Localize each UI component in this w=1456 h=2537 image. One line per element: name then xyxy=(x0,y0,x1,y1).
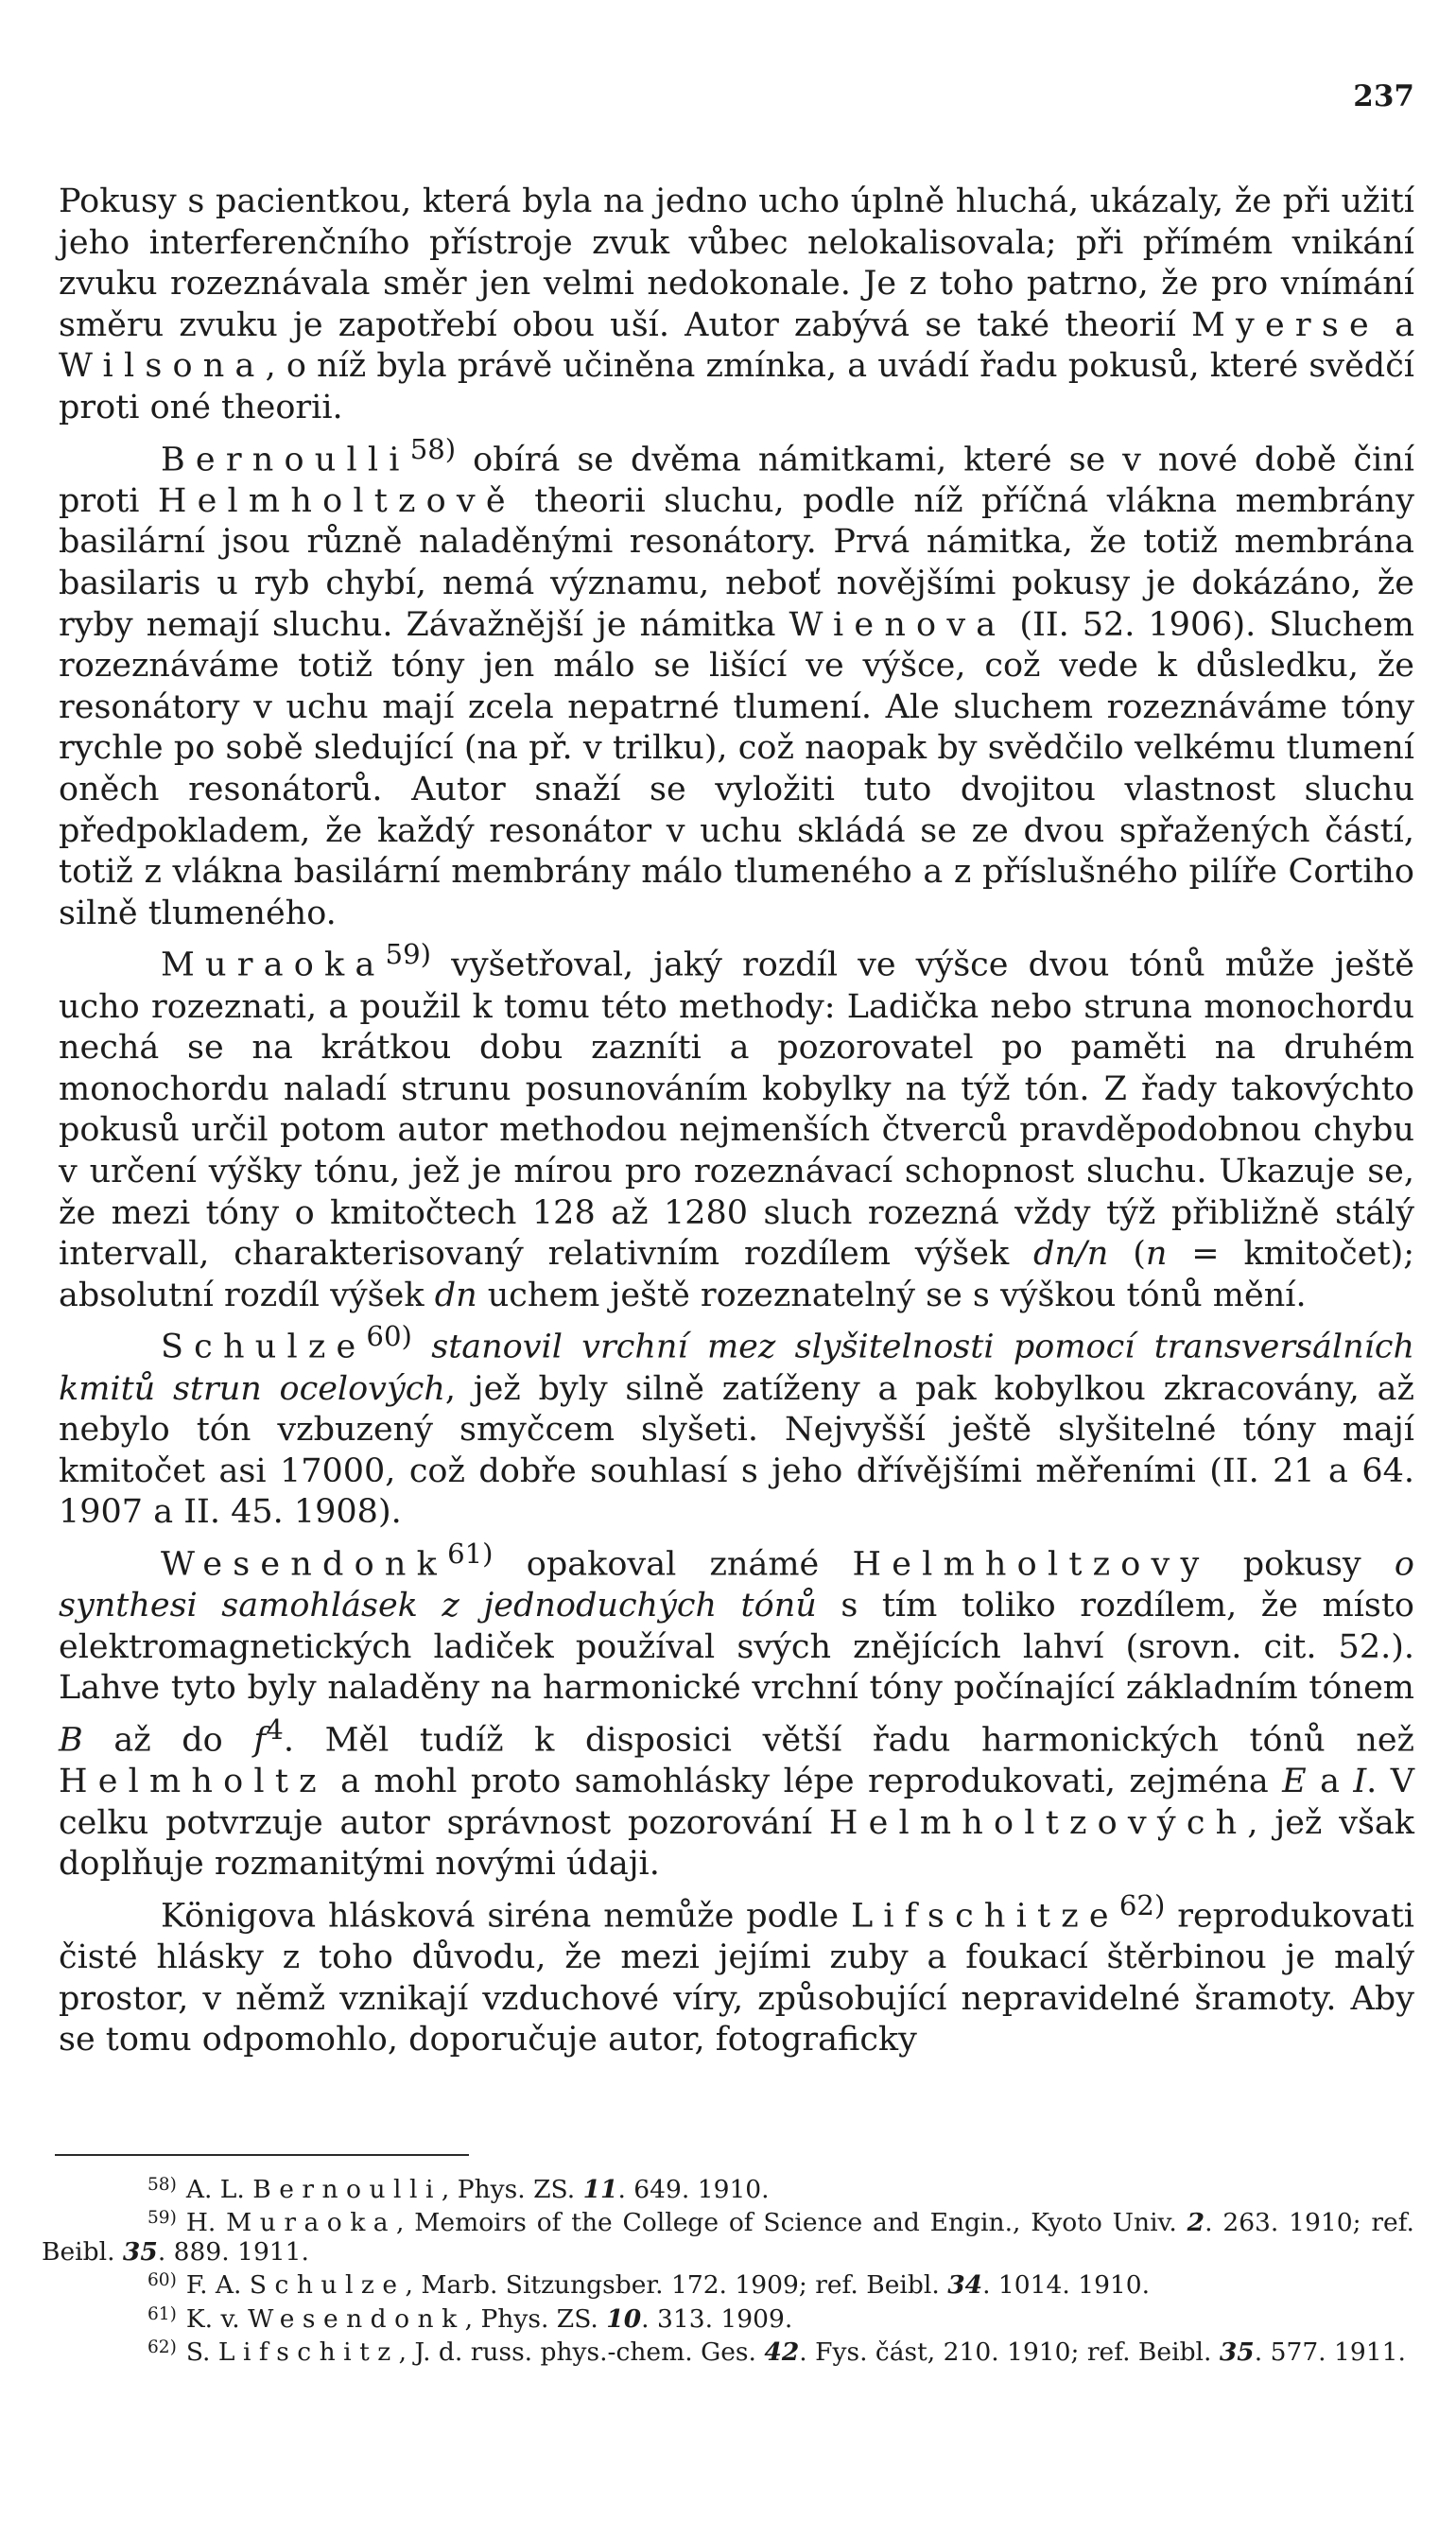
volume: 2 xyxy=(1187,2208,1205,2238)
text: vyšetřoval, jaký rozdíl ve výšce dvou tónů může ještě ucho rozeznati, a použil k tomu této methody: Ladička nebo struna monochordu nechá se na krátkou dobu zazníti a pozorovatel po paměti na druhém monochordu naladí strunu posunováním kobylky na týž tón. Z řady takovýchto pokusů určil potom autor methodou nejmenších čtverců pravděpodobnou chybu v určení výšky tónu, jež je mírou pro rozeznávací schopnost sluchu. Ukazuje se, že mezi tóny o kmitočtech 128 až 1280 sluch rozezná vždy týž přibližně stálý intervall, charakterisovaný relativním rozdílem výšek xyxy=(59,947,1414,1274)
text: uchem ještě rozeznatelný se s výškou tónů mění. xyxy=(477,1276,1307,1314)
text: . 889. 1911. xyxy=(157,2236,309,2267)
author-name: Helmholtz xyxy=(59,1763,327,1801)
text: . 649. 1910. xyxy=(617,2174,770,2204)
author-name: Lifschitz xyxy=(217,2337,399,2367)
volume: 35 xyxy=(1219,2337,1255,2367)
italic-text: o synthesi samohlásek z jednoduchých tónů xyxy=(59,1545,1414,1625)
page-number: 237 xyxy=(1353,79,1414,113)
text: F. A. xyxy=(185,2270,250,2301)
text: . V celku potvrzuje autor správnost pozorování xyxy=(59,1763,1414,1842)
volume: 42 xyxy=(764,2337,800,2367)
author-name: Myerse xyxy=(1191,305,1379,344)
text: reprodukovati čisté hlásky z toho důvodu, že mezi jejími zuby a foukací štěrbinou je malý prostor, v němž vznikají vzduchové víry, způsobující nepravidelné šramoty. Aby se tomu odpomohlo, doporučuje autor, fotograficky xyxy=(59,1897,1414,2059)
text: . 1014. 1910. xyxy=(982,2270,1151,2301)
text: a xyxy=(1306,1763,1354,1801)
text: S. xyxy=(185,2337,218,2367)
volume: 11 xyxy=(582,2174,618,2204)
footnote xyxy=(42,2171,1414,2204)
main-text xyxy=(59,182,1414,2061)
text: , o níž byla právě učiněna zmínka, a uvádí řadu pokusů, které svědčí proti oné theorii. xyxy=(59,347,1414,426)
text: až do xyxy=(82,1721,254,1760)
text: , jež však doplňuje rozmanitými novými údaji. xyxy=(59,1803,1414,1884)
formula: n xyxy=(1145,1235,1168,1274)
volume: 35 xyxy=(122,2236,158,2267)
footnote-number: 58) xyxy=(147,2175,177,2195)
text: , Memoirs of the College of Science and Engin., Kyoto Univ. xyxy=(396,2208,1187,2238)
paragraph-2 xyxy=(59,429,1414,935)
text: (II. 52. 1906). Sluchem rozeznáváme totiž tóny jen málo se lišící ve výšce, což vede k důsledku, že resonátory v uchu mají zcela nepatrné tlumení. Ale sluchem rozeznáváme tóny rychle po sobě sledující (na př. v trilku), což naopak by svědčilo velkému tlumení oněch resonátorů. Autor snaží se vyložiti tuto dvojitou vlastnost sluchu předpokladem, že každý resonátor v uchu skládá se ze dvou spřažených částí, totiž z vlákna basilární membrány málo tlumeného a z příslušného pilíře Cortiho silně tlumeného. xyxy=(59,605,1414,932)
text: , Phys. ZS. xyxy=(441,2174,583,2204)
paragraph-6 xyxy=(59,1885,1414,2061)
author-name: Schulze xyxy=(161,1329,367,1366)
formula: I xyxy=(1353,1763,1367,1801)
text: , Marb. Sitzungsber. 172. 1909; ref. Beibl. xyxy=(405,2270,948,2301)
footnote xyxy=(42,2204,1414,2267)
author-name: Wilsona xyxy=(59,347,266,386)
author-name: Wesendonk xyxy=(161,1545,448,1584)
text: . Fys. část, 210. 1910; ref. Beibl. xyxy=(799,2337,1220,2367)
text: , J. d. russ. phys.-chem. Ges. xyxy=(398,2337,765,2367)
volume: 34 xyxy=(947,2270,983,2301)
text xyxy=(412,1329,431,1366)
footnote-divider xyxy=(55,2154,469,2156)
text: H. xyxy=(185,2208,227,2238)
author-name: Wienova xyxy=(789,605,1007,644)
text: s tím toliko rozdílem, že místo elektromagnetických ladiček používal svých znějících lahví (srovn. cit. 52.). Lahve tyto byly naladěny na harmonické vrchní tóny počínající základním tónem xyxy=(59,1587,1414,1708)
footnote-ref: 58) xyxy=(409,432,457,465)
text: theorii sluchu, podle níž příčná vlákna membrány basilární jsou různě naladěnými resonátory. Prvá námitka, že totiž membrána basilaris u ryb chybí, nemá významu, neboť novějšími pokusy je dokázáno, že ryby nemají sluchu. Závažnější je námitka xyxy=(59,481,1414,644)
volume: 10 xyxy=(606,2303,642,2334)
footnote xyxy=(42,2301,1414,2334)
text: . Měl tudíž k disposici větší řadu harmonických tónů než xyxy=(283,1721,1414,1760)
footnote-ref: 61) xyxy=(447,1537,494,1570)
text: . 313. 1909. xyxy=(641,2303,793,2334)
text: , Phys. ZS. xyxy=(464,2303,607,2334)
italic-text: stanovil vrchní mez slyšitelnosti pomocí transversálních kmitů strun ocelových xyxy=(59,1329,1414,1408)
text: a mohl proto samohlásky lépe reprodukovati, zejména xyxy=(326,1763,1283,1801)
footnote-number: 61) xyxy=(147,2303,177,2324)
footnote-ref: 62) xyxy=(1118,1889,1166,1922)
text: a xyxy=(1378,305,1414,344)
formula: f xyxy=(253,1721,267,1760)
author-name: Bernoulli xyxy=(252,2174,442,2204)
author-name: Wesendonk xyxy=(248,2303,465,2334)
author-name: Helmholtzovy xyxy=(852,1545,1210,1584)
text: , jež byly silně zatíženy a pak kobylkou zkracovány, až nebylo tón vzbuzený smyčcem slyšeti. Nejvyšší ještě slyšitelné tóny mají kmitočet asi 17000, což dobře souhlasí s jeho dřívějšími měřeními (II. 21 a 64. 1907 a II. 45. 1908). xyxy=(59,1369,1414,1532)
author-name: Bernoulli xyxy=(161,441,410,479)
paragraph-4 xyxy=(59,1316,1414,1534)
footnote-ref: 60) xyxy=(366,1320,412,1353)
text: Pokusy s pacientkou, která byla na jedno ucho úplně hluchá, ukázaly, že při užití jeho interferenčního přístroje zvuk vůbec nelokalisovala; při přímém vnikání zvuku rozeznávala směr jen velmi nedokonale. Je z toho patrno, že pro vnímání směru zvuku je zapotřebí obou uší. Autor zabývá se také theorií xyxy=(59,182,1414,344)
text: A. L. xyxy=(185,2174,253,2204)
footnote-ref: 59) xyxy=(385,938,432,971)
author-name: Helmholtzových xyxy=(828,1803,1248,1842)
text: . 263. 1910; ref. Beibl. xyxy=(42,2208,1414,2267)
text: = kmitočet); absolutní rozdíl výšek xyxy=(59,1235,1415,1314)
text: K. v. xyxy=(185,2303,249,2334)
author-name: Helmholtzově xyxy=(157,481,516,520)
paragraph-5 xyxy=(59,1534,1414,1885)
author-name: Muraoka xyxy=(226,2208,397,2238)
formula: E xyxy=(1282,1763,1307,1801)
footnote-number: 60) xyxy=(147,2270,177,2291)
superscript: 4 xyxy=(266,1713,284,1746)
footnote-number: 59) xyxy=(147,2208,177,2229)
text: Königova hlásková siréna nemůže podle xyxy=(161,1897,851,1936)
author-name: Lifschitze xyxy=(850,1897,1119,1936)
text: . 577. 1911. xyxy=(1254,2337,1406,2367)
formula: dn xyxy=(434,1276,477,1314)
author-name: Schulze xyxy=(249,2270,406,2301)
footnotes xyxy=(42,2171,1414,2367)
text: obírá se dvěma námitkami, které se v nové době činí proti xyxy=(59,441,1414,520)
paragraph-1 xyxy=(59,182,1414,429)
formula: B xyxy=(59,1721,83,1760)
footnote-number: 62) xyxy=(147,2337,177,2358)
text: ( xyxy=(1108,1235,1146,1274)
text: opakoval známé xyxy=(493,1545,853,1584)
footnote xyxy=(42,2334,1414,2367)
formula: dn/n xyxy=(1033,1235,1109,1274)
paragraph-3 xyxy=(59,934,1414,1316)
author-name: Muraoka xyxy=(161,947,386,984)
footnote xyxy=(42,2267,1414,2300)
text: pokusy xyxy=(1209,1545,1395,1584)
